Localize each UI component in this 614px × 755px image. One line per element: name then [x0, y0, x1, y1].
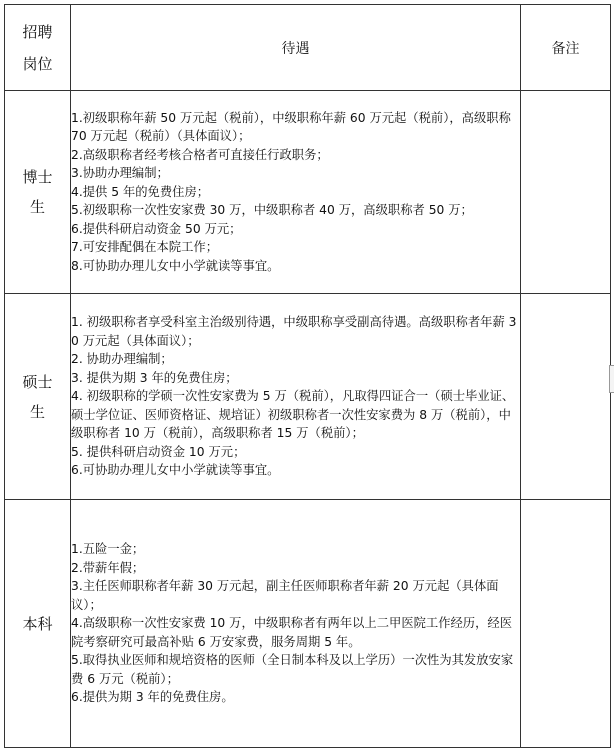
remarks-cell	[521, 91, 611, 294]
list-item: 4.提供 5 年的免费住房；	[71, 184, 210, 199]
list-item: 8.可协助办理儿女中小学就读等事宜。	[71, 258, 280, 273]
treatment-cell	[71, 500, 521, 748]
list-item: 3. 提供为期 3 年的免费住房；	[71, 370, 238, 385]
position-cell	[5, 294, 71, 500]
header-position-line1: 招聘	[22, 22, 53, 41]
position-label: 硕士	[22, 372, 53, 391]
list-item: 2. 协助办理编制；	[71, 352, 173, 367]
list-item: 3.协助办理编制；	[71, 166, 169, 181]
list-item: 5.取得执业医师和规培资格的医师（全日制本科及以上学历）一次性为其发放安家费 6 万元（税前）；	[71, 653, 514, 686]
list-item: 1.五险一金；	[71, 542, 145, 557]
header-row	[5, 5, 611, 91]
list-item: 2.带薪年假；	[71, 560, 145, 575]
treatment-cell	[71, 294, 521, 500]
header-remarks: 备注	[521, 5, 611, 91]
position-label: 本科	[22, 614, 53, 633]
side-scroll-tab[interactable]	[609, 365, 614, 393]
table-row-master	[5, 294, 611, 500]
list-item: 6.提供科研启动资金 50 万元；	[71, 221, 242, 236]
table-row-bachelor	[5, 500, 611, 748]
list-item: 7.可安排配偶在本院工作；	[71, 240, 218, 255]
remarks-cell	[521, 294, 611, 500]
list-item: 1. 初级职称者享受科室主治级别待遇，中级职称享受副高待遇。高级职称者年薪 30 万元起（具体面议）；	[71, 315, 517, 348]
list-item: 4.高级职称一次性安家费 10 万，中级职称者有两年以上二甲医院工作经历，经医院考察研究可最高补贴 6 万安家费，服务周期 5 年。	[71, 616, 512, 649]
position-label: 生	[29, 402, 45, 421]
remarks-cell	[521, 500, 611, 748]
list-item: 6.可协助办理儿女中小学就读等事宜。	[71, 463, 280, 478]
list-item: 5.初级职称一次性安家费 30 万，中级职称者 40 万，高级职称者 50 万；	[71, 203, 473, 218]
recruitment-table	[4, 4, 611, 748]
position-cell	[5, 91, 71, 294]
position-cell	[5, 500, 71, 748]
list-item: 4. 初级职称的学硕一次性安家费为 5 万（税前），凡取得四证合一（硕士毕业证、硕士学位证、医师资格证、规培证）初级职称者一次性安家费为 8 万（税前），中级职称者 10 万（税前），高级职称者 15 万（税前）；	[71, 389, 515, 441]
list-item: 5. 提供科研启动资金 10 万元；	[71, 444, 246, 459]
list-item: 2.高级职称者经考核合格者可直接任行政职务；	[71, 147, 329, 162]
treatment-cell	[71, 91, 521, 294]
header-treatment: 待遇	[71, 5, 521, 91]
position-label: 博士	[22, 168, 53, 186]
list-item: 3.主任医师职称者年薪 30 万元起，副主任医师职称者年薪 20 万元起（具体面议）；	[71, 579, 499, 612]
list-item: 1.初级职称年薪 50 万元起（税前），中级职称年薪 60 万元起（税前），高级职称 70 万元起（税前）（具体面议）；	[71, 110, 511, 144]
table-row-phd	[5, 91, 611, 294]
position-label: 生	[29, 198, 45, 216]
list-item: 6.提供为期 3 年的免费住房。	[71, 690, 234, 705]
header-position	[5, 5, 71, 91]
header-position-line2: 岗位	[22, 54, 53, 73]
